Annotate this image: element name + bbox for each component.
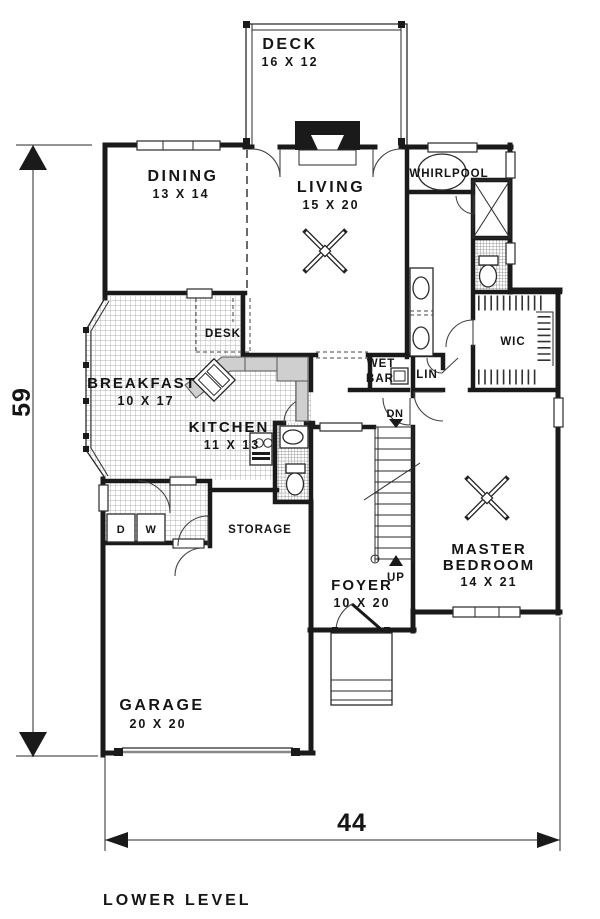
dining-window — [137, 141, 220, 150]
deck-door-left — [252, 149, 280, 177]
foyer-size: 10 X 20 — [333, 596, 391, 610]
powder-sink — [280, 426, 308, 448]
double-vanity — [410, 268, 433, 356]
whirlpool-label: WHIRLPOOL — [409, 168, 489, 180]
breakfast-label: BREAKFAST — [87, 375, 197, 392]
shower — [473, 180, 510, 238]
living-size: 15 X 20 — [302, 198, 360, 212]
wet-bar-label-1: WET — [366, 358, 396, 370]
counter-top — [245, 357, 277, 371]
desk-label: DESK — [205, 328, 241, 340]
height-dimension-label: 59 — [8, 387, 36, 417]
breakfast-size: 10 X 17 — [117, 394, 175, 408]
bath-side-window — [506, 152, 515, 178]
wet-bar-label-2: BAR — [366, 373, 394, 385]
wic-door — [446, 320, 473, 347]
master-door — [414, 392, 443, 421]
storage-label: STORAGE — [228, 524, 292, 536]
washer-label: W — [145, 524, 157, 536]
kitchen-size: 11 X 13 — [203, 438, 261, 452]
kitchen-label: KITCHEN — [188, 419, 270, 436]
foyer-label: FOYER — [331, 577, 393, 594]
laundry-window — [99, 485, 108, 511]
dimension-width — [105, 617, 560, 851]
toilet-side-window — [506, 243, 515, 264]
up-label: UP — [387, 572, 405, 584]
up-arrow — [389, 555, 403, 566]
front-stoop — [331, 633, 392, 705]
width-dimension-label: 44 — [337, 809, 367, 837]
deck-door-right — [373, 149, 401, 177]
garage-label: GARAGE — [119, 697, 205, 714]
plan-title: LOWER LEVEL — [103, 892, 252, 909]
master-label-2: BEDROOM — [442, 557, 536, 574]
bath-toilet — [479, 256, 498, 287]
garage-door-swing — [175, 548, 203, 576]
refrigerator — [277, 357, 308, 381]
master-size: 14 X 21 — [460, 575, 518, 589]
linen-label: LIN — [416, 369, 438, 381]
garage-size: 20 X 20 — [129, 717, 187, 731]
garage-door — [114, 746, 300, 757]
powder-toilet — [286, 464, 305, 495]
master-ceiling-fan — [466, 477, 508, 519]
counter-right — [296, 381, 308, 421]
living-ceiling-fan — [304, 230, 346, 272]
dn-label: DN — [386, 408, 404, 420]
dryer-label: D — [116, 524, 126, 536]
dining-size: 13 X 14 — [152, 187, 210, 201]
wic-label: WIC — [500, 336, 526, 348]
dining-label: DINING — [147, 168, 219, 185]
deck-label: DECK — [262, 36, 318, 53]
master-rear-window — [453, 607, 520, 617]
deck-size: 16 X 12 — [261, 55, 319, 69]
fireplace — [295, 121, 360, 165]
whirlpool-window — [428, 143, 477, 152]
master-label-1: MASTER — [451, 541, 527, 558]
master-side-window — [554, 398, 563, 427]
living-label: LIVING — [296, 179, 366, 196]
